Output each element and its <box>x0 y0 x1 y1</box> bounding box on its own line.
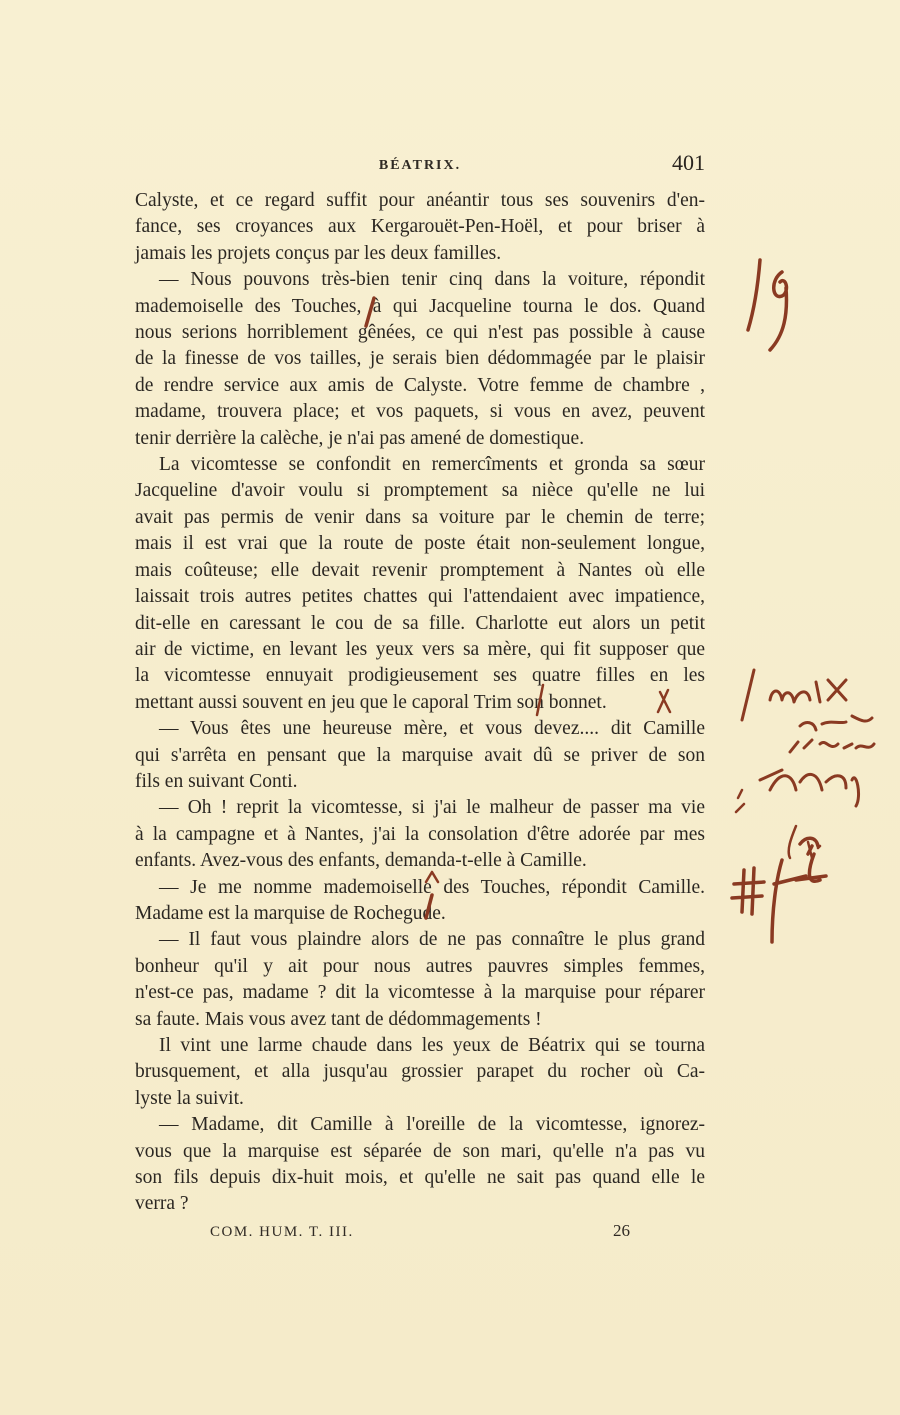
text-line: Calyste, et ce regard suffit pour anéantir tous ses souvenirs d'en- <box>135 190 705 211</box>
text-line: de la finesse de vos tailles, je serais bien dédommagée par le plaisir <box>135 348 705 370</box>
text-line: avait pas permis de venir dans sa voiture par le chemin de terre; <box>135 506 705 528</box>
running-title: BÉATRIX. <box>378 158 462 173</box>
text-line: — Nous pouvons très-bien tenir cinq dans la voiture, répondit <box>159 269 705 291</box>
signature-number: 26 <box>613 1221 630 1240</box>
text-line: Il vint une larme chaude dans les yeux de Béatrix qui se tourna <box>159 1035 705 1056</box>
margin-paragraph-mark <box>736 790 820 858</box>
text-line: enfants. Avez-vous des enfants, demanda-t-elle à Camille. <box>135 850 587 872</box>
text-line: air de victime, en levant les yeux vers sa mère, qui fit supposer que <box>135 638 705 660</box>
text-line: mademoiselle des Touches, à qui Jacqueline tourna le dos. Quand <box>135 295 705 317</box>
margin-insertion-note <box>742 670 874 806</box>
text-line: n'est-ce pas, madame ? dit la vicomtesse à la marquise pour réparer <box>135 982 705 1004</box>
text-line: à la campagne et à Nantes, j'ai la consolation d'être adorée par mes <box>135 823 705 845</box>
signature-mark: COM. HUM. T. III. <box>210 1224 354 1240</box>
text-line: qui s'arrêta en pensant que la marquise avait dû se priver de son <box>135 744 705 766</box>
text-line: madame, trouvera place; et vos paquets, si vous en avez, peuvent <box>135 401 705 423</box>
text-line: mais coûteuse; elle devait revenir promptement à Nantes où elle <box>135 559 705 581</box>
text-line: — Madame, dit Camille à l'oreille de la vicomtesse, ignorez- <box>159 1114 705 1136</box>
text-line: vous que la marquise est séparée de son mari, qu'elle n'a pas vu <box>135 1140 705 1162</box>
text-line: dit-elle en caressant le cou de sa fille. Charlotte eut alors un petit <box>135 612 705 634</box>
text-line: La vicomtesse se confondit en remercîments et gronda sa sœur <box>159 454 705 476</box>
text-line: mais il est vrai que la route de poste était non-seulement longue, <box>135 533 705 555</box>
text-line: fils en suivant Conti. <box>135 770 298 792</box>
page-footer <box>210 1221 630 1248</box>
margin-hash-mark <box>732 838 826 942</box>
text-line: — Je me nomme mademoiselle des Touches, répondit Camille. <box>159 876 705 898</box>
text-line: brusquement, et alla jusqu'au grossier parapet du rocher où Ca- <box>135 1061 705 1083</box>
text-line: nous serions horriblement gênées, ce qui n'est pas possible à cause <box>135 322 705 344</box>
text-line: verra ? <box>135 1193 189 1215</box>
page-number: 401 <box>672 150 705 175</box>
text-line: laissait trois autres petites chattes qui l'attendaient avec impatience, <box>135 586 705 608</box>
body-text <box>135 188 705 1218</box>
text-line: de rendre service aux amis de Calyste. Votre femme de chambre , <box>135 374 705 396</box>
margin-paragraph-mark <box>748 260 786 350</box>
text-line: tenir derrière la calèche, je n'ai pas amené de domestique. <box>135 427 585 449</box>
page-header <box>135 150 705 180</box>
text-line: Jacqueline d'avoir voulu si promptement sa nièce qu'elle ne lui <box>135 480 705 502</box>
text-line: mettant aussi souvent en jeu que le caporal Trim son bonnet. <box>135 691 607 713</box>
text-line: — Vous êtes une heureuse mère, et vous devez.... dit Camille <box>159 718 705 740</box>
text-line: — Oh ! reprit la vicomtesse, si j'ai le malheur de passer ma vie <box>159 797 705 819</box>
text-line: son fils depuis dix-huit mois, et qu'elle ne sait pas quand elle le <box>135 1167 705 1189</box>
text-line: jamais les projets conçus par les deux familles. <box>135 242 502 264</box>
text-line: Madame est la marquise de Rochegude. <box>135 902 446 924</box>
text-line: bonheur qu'il y ait pour nous autres pauvres simples femmes, <box>135 955 705 977</box>
text-line: fance, ses croyances aux Kergarouët-Pen-Hoël, et pour briser à <box>135 216 705 238</box>
text-line: lyste la suivit. <box>135 1087 244 1109</box>
text-line: — Il faut vous plaindre alors de ne pas connaître le plus grand <box>159 929 705 951</box>
text-line: la vicomtesse ennuyait prodigieusement ses quatre filles en les <box>135 665 705 687</box>
text-line: sa faute. Mais vous avez tant de dédommagements ! <box>135 1008 542 1030</box>
